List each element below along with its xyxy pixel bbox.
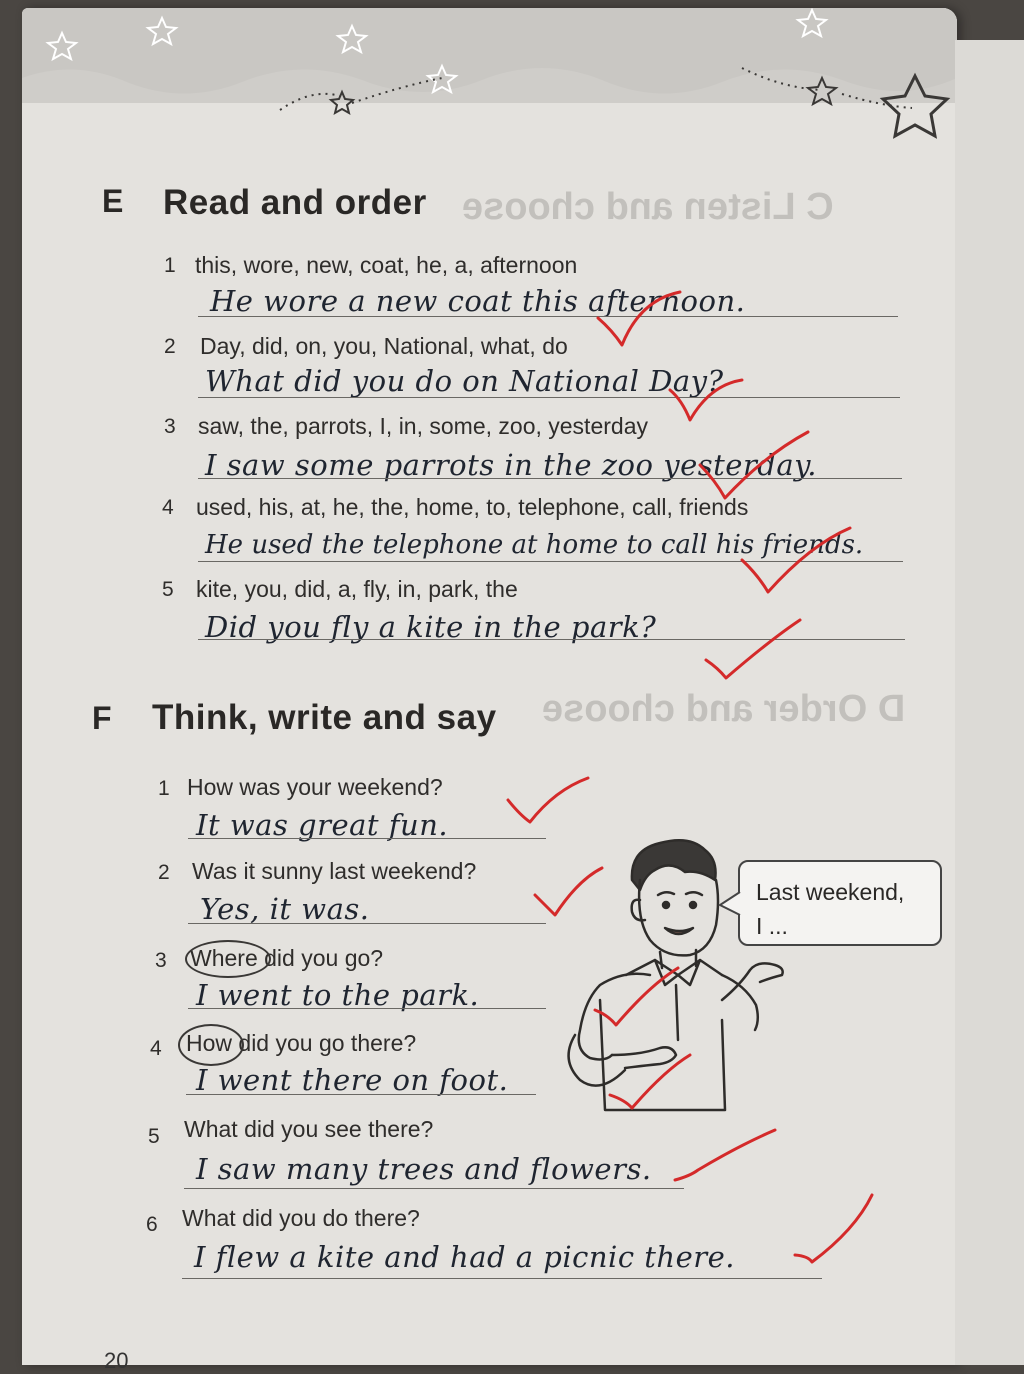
answer-text[interactable]: I saw many trees and flowers. xyxy=(196,1152,652,1186)
answer-text[interactable]: I flew a kite and had a picnic there. xyxy=(194,1240,736,1274)
answer-text[interactable]: It was great fun. xyxy=(196,808,449,842)
question-text: What did you do there? xyxy=(182,1205,420,1231)
question-text: Was it sunny last weekend? xyxy=(192,858,477,884)
section-f-title: Think, write and say xyxy=(152,698,497,737)
item-number: 3 xyxy=(164,415,176,438)
question-rest: did you go? xyxy=(257,945,384,971)
item-number: 2 xyxy=(164,335,176,358)
answer-line xyxy=(198,561,903,562)
question-text: What did you see there? xyxy=(184,1116,434,1142)
answer-text[interactable]: I went to the park. xyxy=(196,978,480,1012)
item-number: 1 xyxy=(158,777,170,800)
answer-line xyxy=(188,838,546,839)
speech-line-2: I ... xyxy=(756,913,788,939)
answer-line xyxy=(188,923,546,924)
scrambled-words: kite, you, did, a, fly, in, park, the xyxy=(196,576,518,602)
item-number: 6 xyxy=(146,1213,158,1236)
answer-text[interactable]: Yes, it was. xyxy=(200,892,370,926)
star-banner xyxy=(22,8,957,103)
answer-line xyxy=(198,478,902,479)
scrambled-words: saw, the, parrots, I, in, some, zoo, yesterday xyxy=(198,413,648,439)
item-number: 5 xyxy=(162,578,174,601)
bleed-through-text: D Order and choose xyxy=(542,688,906,730)
circled-word: How xyxy=(186,1030,233,1056)
circled-word: Where xyxy=(190,945,258,971)
section-f-letter: F xyxy=(92,700,112,736)
item-number: 1 xyxy=(164,254,176,277)
item-number: 2 xyxy=(158,861,170,884)
item-number: 4 xyxy=(150,1037,162,1060)
answer-line xyxy=(198,316,898,317)
answer-line xyxy=(182,1278,822,1279)
scrambled-words: used, his, at, he, the, home, to, telephone, call, friends xyxy=(196,494,749,520)
answer-text[interactable]: He wore a new coat this afternoon. xyxy=(210,284,746,318)
item-number: 3 xyxy=(155,949,167,972)
pen-circle xyxy=(178,1024,244,1066)
answer-text[interactable]: I saw some parrots in the zoo yesterday. xyxy=(205,448,817,482)
item-number: 4 xyxy=(162,496,174,519)
answer-text[interactable]: Did you fly a kite in the park? xyxy=(205,610,657,644)
answer-line xyxy=(198,397,900,398)
answer-line xyxy=(188,1008,546,1009)
speech-bubble-text xyxy=(756,875,904,943)
next-page-edge xyxy=(955,40,1024,1365)
speech-line-1: Last weekend, xyxy=(756,879,905,905)
section-e-title: Read and order xyxy=(163,183,427,222)
answer-text[interactable]: He used the telephone at home to call his friends. xyxy=(205,530,864,560)
item-number: 5 xyxy=(148,1125,160,1148)
answer-text[interactable]: What did you do on National Day? xyxy=(205,364,724,398)
answer-line xyxy=(184,1188,684,1189)
section-e-letter: E xyxy=(102,183,124,219)
question-text: How was your weekend? xyxy=(187,774,443,800)
bleed-through-text: C Listen and choose xyxy=(462,186,834,228)
pen-circle xyxy=(185,940,271,978)
question-rest: did you go there? xyxy=(232,1030,417,1056)
scrambled-words: Day, did, on, you, National, what, do xyxy=(200,333,568,359)
answer-line xyxy=(186,1094,536,1095)
answer-line xyxy=(198,639,905,640)
page-number: 20 xyxy=(104,1348,129,1373)
answer-text[interactable]: I went there on foot. xyxy=(196,1063,509,1097)
scrambled-words: this, wore, new, coat, he, a, afternoon xyxy=(195,252,578,278)
